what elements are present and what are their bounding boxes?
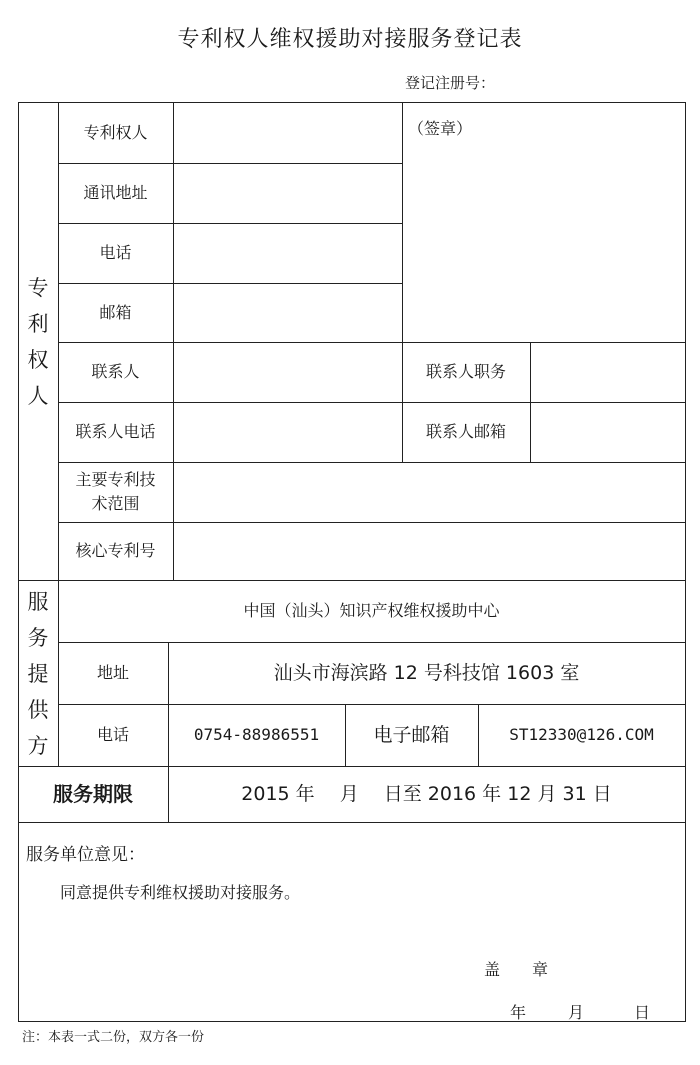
label-char: 权 xyxy=(27,348,49,372)
opinion-label: 服务单位意见： xyxy=(26,845,145,865)
provider-phone-value: 0754-88986551 xyxy=(193,725,320,744)
provider-address-value: 汕头市海滨路 12 号科技馆 1603 室 xyxy=(273,661,580,684)
address-label: 通讯地址 xyxy=(83,183,148,202)
provider-address-label: 地址 xyxy=(96,663,129,682)
mailbox-label: 邮箱 xyxy=(99,302,132,322)
patentee-name-label: 专利权人 xyxy=(83,122,148,142)
label-char: 供 xyxy=(27,698,49,722)
label-char: 服 xyxy=(27,590,49,614)
contact-email-input[interactable] xyxy=(531,403,685,462)
contact-phone-input[interactable] xyxy=(174,403,402,462)
opinion-text: 同意提供专利维权援助对接服务。 xyxy=(60,883,301,902)
label-char: 方 xyxy=(27,734,49,758)
address-input[interactable] xyxy=(174,164,402,223)
mailbox-input[interactable] xyxy=(174,284,402,342)
form-title: 专利权人维权援助对接服务登记表 xyxy=(177,27,523,52)
phone-input[interactable] xyxy=(174,224,402,283)
patentee-name-input[interactable] xyxy=(174,103,402,163)
date-year-label: 年 xyxy=(510,1003,527,1022)
provider-email-label: 电子邮箱 xyxy=(373,723,450,746)
provider-org-name: 中国（汕头）知识产权维权援助中心 xyxy=(243,601,500,620)
core-patent-input[interactable] xyxy=(174,523,685,580)
provider-phone-label: 电话 xyxy=(96,725,129,744)
date-day-label: 日 xyxy=(634,1003,651,1022)
tech-scope-label xyxy=(58,462,173,522)
label-char: 人 xyxy=(27,384,49,408)
service-period-value: 2015 年 月 日至 2016 年 12 月 31 日 xyxy=(241,782,612,805)
section-divider xyxy=(18,822,686,823)
tech-scope-input[interactable] xyxy=(174,463,685,522)
registration-number-label: 登记注册号： xyxy=(405,74,496,92)
seal-label: （签章） xyxy=(408,119,473,138)
stamp-label: 盖 章 xyxy=(484,960,549,979)
provider-email-value: ST12330@126.COM xyxy=(509,725,654,744)
core-patent-label: 核心专利号 xyxy=(75,541,156,560)
date-month-label: 月 xyxy=(568,1003,585,1022)
label-char: 提 xyxy=(27,662,49,686)
contact-input[interactable] xyxy=(174,343,402,402)
table-right-border xyxy=(685,102,686,1022)
contact-email-label: 联系人邮箱 xyxy=(425,422,506,441)
tech-scope-label-line2: 术范围 xyxy=(91,494,140,513)
footnote: 注：本表一式二份，双方各一份 xyxy=(22,1030,205,1045)
contact-label: 联系人 xyxy=(91,362,140,381)
provider-section-label xyxy=(18,584,58,764)
contact-phone-label: 联系人电话 xyxy=(75,422,156,441)
patentee-section-label xyxy=(18,270,58,414)
table-left-border xyxy=(18,102,19,1022)
label-char: 务 xyxy=(27,626,49,650)
contact-title-input[interactable] xyxy=(531,343,685,402)
service-period-label: 服务期限 xyxy=(53,782,133,806)
tech-scope-label-line1: 主要专利技 xyxy=(75,470,156,489)
table-bottom-border xyxy=(18,1021,686,1022)
contact-title-label: 联系人职务 xyxy=(425,362,506,381)
label-char: 专 xyxy=(27,276,49,300)
label-char: 利 xyxy=(27,312,49,336)
phone-label: 电话 xyxy=(99,243,132,262)
